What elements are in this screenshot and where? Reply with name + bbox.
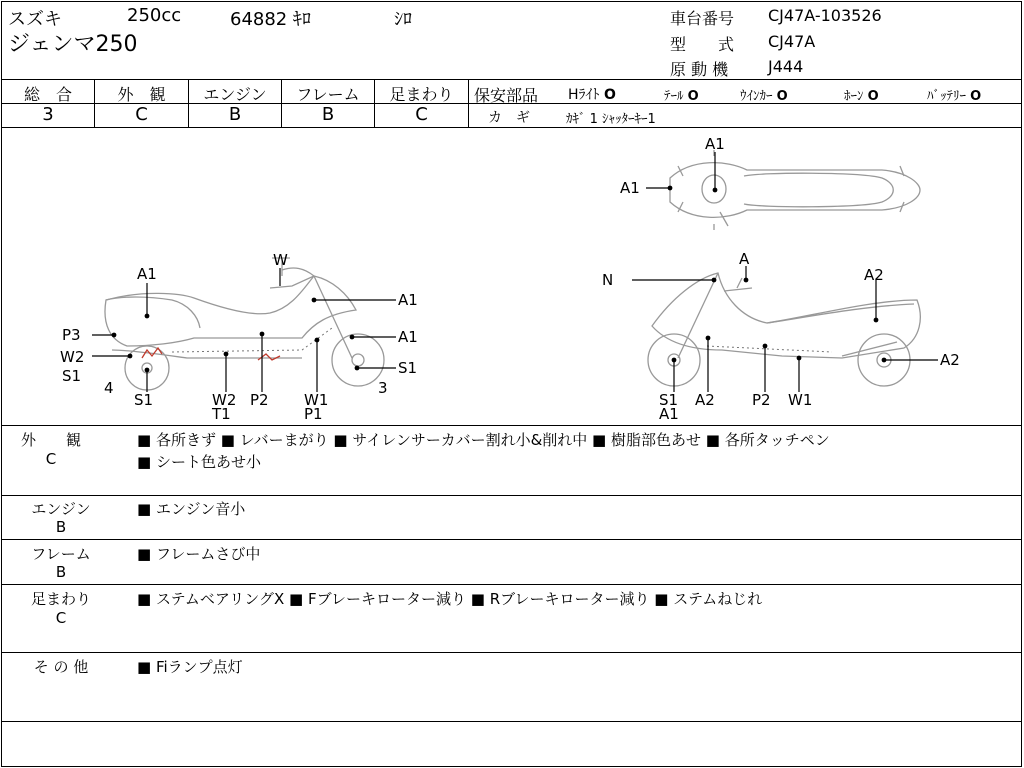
label-a1-right: A1 <box>659 405 679 423</box>
label-top-a1: A1 <box>705 135 725 153</box>
grade-exterior-label: 外 観 <box>117 85 166 104</box>
divider <box>2 79 1022 80</box>
safety-item-winker: ｳｲﾝｶｰ O <box>740 89 788 104</box>
type-label: 型 式 <box>670 35 735 54</box>
note-engine-grade: B <box>55 518 67 536</box>
label-s1-front-wheel: S1 <box>398 359 418 377</box>
note-exterior-label: 外 観 <box>20 431 81 449</box>
divider <box>2 721 1022 722</box>
divider <box>2 652 1022 653</box>
frame-no-label: 車台番号 <box>670 9 735 28</box>
label-a2-rear: A2 <box>940 351 960 369</box>
label-w1-left: W1 <box>304 391 329 409</box>
note-suspension-label: 足まわり <box>30 590 91 608</box>
label-p2-right: P2 <box>752 391 771 409</box>
label-a2-bottom: A2 <box>695 391 715 409</box>
grade-frame-value: B <box>321 104 335 125</box>
note-engine-line-1: ■ エンジン音小 <box>137 500 246 518</box>
engine-label: 原 動 機 <box>670 60 729 79</box>
label-a1-fork: A1 <box>398 328 418 346</box>
note-frame-grade: B <box>55 563 67 581</box>
label-w: W <box>273 251 288 269</box>
divider <box>2 539 1022 540</box>
label-t1: T1 <box>212 405 231 423</box>
damage-diagram <box>2 128 1022 426</box>
label-a: A <box>739 250 750 268</box>
label-a1-front: A1 <box>398 291 418 309</box>
note-exterior-line-2: ■ シート色あせ小 <box>137 453 261 471</box>
label-s1-rear-wheel: S1 <box>134 391 154 409</box>
divider <box>2 495 1022 496</box>
label-3: 3 <box>378 379 388 397</box>
grade-overall-value: 3 <box>42 104 54 125</box>
note-frame-line-1: ■ フレームさび中 <box>137 545 261 563</box>
label-w1-right: W1 <box>788 391 813 409</box>
note-other-label: そ の 他 <box>33 658 89 676</box>
label-n: N <box>602 271 614 289</box>
label-a1-seat: A1 <box>137 265 157 283</box>
label-p1: P1 <box>304 405 323 423</box>
color: ｼﾛ <box>394 9 412 30</box>
label-4: 4 <box>104 379 114 397</box>
divider <box>2 425 1022 426</box>
grade-frame-label: フレーム <box>296 85 360 104</box>
type-value: CJ47A <box>768 32 816 51</box>
safety-item-headlight: Hﾗｲﾄ O <box>568 87 616 103</box>
maker: スズキ <box>8 9 62 30</box>
note-exterior-line-1: ■ 各所きず ■ レバーまがり ■ サイレンサーカバー割れ小&削れ中 ■ 樹脂部色あせ ■ 各所タッチペン <box>137 431 830 449</box>
note-frame-label: フレーム <box>31 545 91 563</box>
note-exterior-grade: C <box>45 450 57 468</box>
model-name: ジェンマ250 <box>8 32 138 57</box>
inspection-sheet <box>1 1 1022 767</box>
grade-suspension-label: 足まわり <box>389 85 454 104</box>
note-suspension-grade: C <box>55 609 67 627</box>
safety-item-battery: ﾊﾞｯﾃﾘｰ O <box>927 89 982 104</box>
label-a2-tail: A2 <box>864 266 884 284</box>
label-p3: P3 <box>62 326 81 344</box>
safety-label: 保安部品 <box>474 86 539 105</box>
note-engine-label: エンジン <box>31 500 91 518</box>
note-suspension-line-1: ■ ステムベアリングX ■ Fブレーキローター減り ■ Rブレーキローター減り ■ ステムねじれ <box>137 590 763 608</box>
grade-engine-label: エンジン <box>203 85 267 104</box>
label-s1-right: S1 <box>659 391 679 409</box>
key-value: ｶｷﾞ 1 ｼｬｯﾀｰｷｰ1 <box>566 112 656 127</box>
grade-engine-value: B <box>228 104 242 125</box>
grade-overall-label: 総 合 <box>23 85 72 104</box>
mileage: 64882 ｷﾛ <box>230 9 311 30</box>
frame-no: CJ47A-103526 <box>768 6 882 25</box>
grade-exterior-value: C <box>135 104 148 125</box>
grade-suspension-value: C <box>415 104 428 125</box>
label-top-a1-side: A1 <box>620 179 640 197</box>
safety-item-tail: ﾃｰﾙ O <box>664 89 699 104</box>
divider <box>2 584 1022 585</box>
displacement: 250cc <box>127 5 182 26</box>
note-other-line-1: ■ Fiランプ点灯 <box>137 658 243 676</box>
label-w2-left: W2 <box>60 348 85 366</box>
key-label: カ ギ <box>488 110 530 126</box>
label-p2-left: P2 <box>250 391 269 409</box>
label-s1-left: S1 <box>62 367 82 385</box>
label-w2-bottom: W2 <box>212 391 237 409</box>
safety-item-horn: ﾎｰﾝ O <box>844 89 879 104</box>
engine-value: J444 <box>768 57 804 76</box>
